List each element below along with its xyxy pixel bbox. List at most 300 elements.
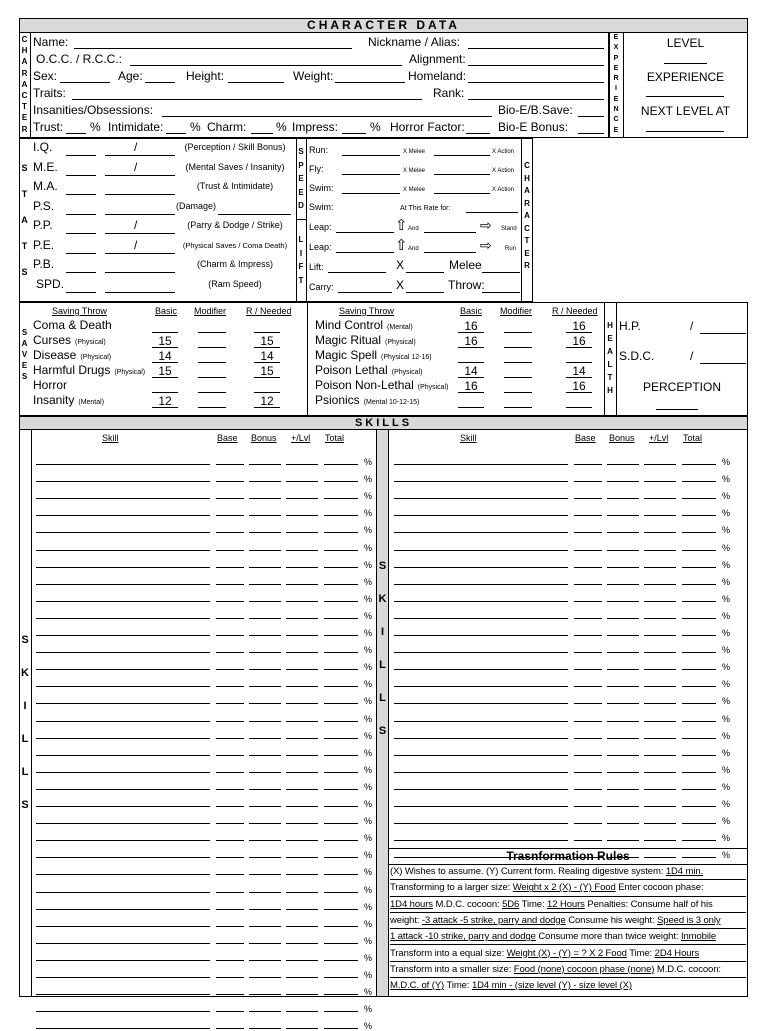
- skill-bonus-field[interactable]: [249, 823, 281, 824]
- skill-lvl-field[interactable]: [644, 669, 676, 670]
- skill-bonus-field[interactable]: [607, 464, 639, 465]
- skill-lvl-field[interactable]: [286, 789, 318, 790]
- skill-lvl-field[interactable]: [644, 635, 676, 636]
- skill-total-field[interactable]: [324, 703, 358, 704]
- skill-bonus-field[interactable]: [249, 498, 281, 499]
- skill-lvl-field[interactable]: [644, 618, 676, 619]
- skill-bonus-field[interactable]: [249, 943, 281, 944]
- skill-total-field[interactable]: [324, 618, 358, 619]
- skill-name-field[interactable]: [394, 721, 568, 722]
- lift-x-field[interactable]: [406, 272, 444, 273]
- stat-value-field[interactable]: [66, 253, 96, 254]
- skill-name-field[interactable]: [36, 772, 210, 773]
- skill-base-field[interactable]: [574, 789, 602, 790]
- height-field[interactable]: [228, 82, 284, 83]
- bioe-save-field[interactable]: [578, 116, 604, 117]
- skill-bonus-field[interactable]: [607, 550, 639, 551]
- skill-lvl-field[interactable]: [286, 618, 318, 619]
- skill-bonus-field[interactable]: [607, 738, 639, 739]
- save-basic-field[interactable]: [458, 407, 484, 408]
- skill-name-field[interactable]: [394, 669, 568, 670]
- skill-name-field[interactable]: [36, 618, 210, 619]
- skill-lvl-field[interactable]: [286, 686, 318, 687]
- skill-name-field[interactable]: [394, 601, 568, 602]
- skill-base-field[interactable]: [216, 823, 244, 824]
- skill-total-field[interactable]: [324, 1011, 358, 1012]
- skill-lvl-field[interactable]: [644, 584, 676, 585]
- skill-bonus-field[interactable]: [249, 652, 281, 653]
- skill-bonus-field[interactable]: [249, 738, 281, 739]
- skill-lvl-field[interactable]: [286, 772, 318, 773]
- skill-base-field[interactable]: [216, 635, 244, 636]
- skill-total-field[interactable]: [324, 481, 358, 482]
- skill-total-field[interactable]: [682, 652, 716, 653]
- skill-lvl-field[interactable]: [286, 823, 318, 824]
- skill-total-field[interactable]: [682, 721, 716, 722]
- lift-field[interactable]: [338, 292, 392, 293]
- skill-name-field[interactable]: [394, 550, 568, 551]
- skill-total-field[interactable]: [324, 823, 358, 824]
- skill-total-field[interactable]: [324, 584, 358, 585]
- skill-lvl-field[interactable]: [286, 721, 318, 722]
- stat-bonus-field[interactable]: [105, 175, 175, 176]
- skill-name-field[interactable]: [36, 874, 210, 875]
- skill-base-field[interactable]: [574, 601, 602, 602]
- skill-bonus-field[interactable]: [607, 601, 639, 602]
- skill-bonus-field[interactable]: [607, 584, 639, 585]
- skill-bonus-field[interactable]: [249, 909, 281, 910]
- skill-bonus-field[interactable]: [249, 618, 281, 619]
- skill-bonus-field[interactable]: [249, 874, 281, 875]
- traits-field[interactable]: [72, 99, 422, 100]
- skill-total-field[interactable]: [324, 977, 358, 978]
- skill-name-field[interactable]: [36, 943, 210, 944]
- save-needed-field[interactable]: [254, 332, 280, 333]
- skill-lvl-field[interactable]: [286, 498, 318, 499]
- skill-lvl-field[interactable]: [644, 686, 676, 687]
- skill-base-field[interactable]: [574, 584, 602, 585]
- save-needed-field[interactable]: [566, 362, 592, 363]
- skill-total-field[interactable]: [682, 755, 716, 756]
- skill-total-field[interactable]: [324, 943, 358, 944]
- skill-total-field[interactable]: [324, 789, 358, 790]
- skill-bonus-field[interactable]: [249, 567, 281, 568]
- skill-base-field[interactable]: [216, 738, 244, 739]
- skill-lvl-field[interactable]: [644, 567, 676, 568]
- leap-field[interactable]: [336, 252, 394, 253]
- weight-field[interactable]: [335, 82, 405, 83]
- skill-total-field[interactable]: [682, 601, 716, 602]
- intimidate-field[interactable]: [166, 133, 186, 134]
- skill-base-field[interactable]: [216, 601, 244, 602]
- skill-lvl-field[interactable]: [286, 703, 318, 704]
- skill-base-field[interactable]: [216, 584, 244, 585]
- skill-lvl-field[interactable]: [644, 823, 676, 824]
- skill-bonus-field[interactable]: [607, 618, 639, 619]
- stat-bonus-field[interactable]: [105, 233, 175, 234]
- skill-base-field[interactable]: [574, 567, 602, 568]
- save-needed-field[interactable]: [254, 377, 280, 378]
- skill-total-field[interactable]: [324, 550, 358, 551]
- skill-name-field[interactable]: [36, 926, 210, 927]
- horror-factor-field[interactable]: [466, 133, 490, 134]
- skill-name-field[interactable]: [394, 498, 568, 499]
- skill-lvl-field[interactable]: [286, 635, 318, 636]
- skill-bonus-field[interactable]: [607, 840, 639, 841]
- skill-bonus-field[interactable]: [249, 721, 281, 722]
- skill-bonus-field[interactable]: [249, 857, 281, 858]
- skill-lvl-field[interactable]: [644, 601, 676, 602]
- skill-lvl-field[interactable]: [286, 532, 318, 533]
- homeland-field[interactable]: [468, 82, 604, 83]
- skill-base-field[interactable]: [574, 635, 602, 636]
- skill-bonus-field[interactable]: [249, 464, 281, 465]
- speed-value-field[interactable]: [342, 155, 400, 156]
- skill-total-field[interactable]: [324, 840, 358, 841]
- save-basic-field[interactable]: [458, 392, 484, 393]
- skill-lvl-field[interactable]: [286, 601, 318, 602]
- skill-name-field[interactable]: [36, 1011, 210, 1012]
- skill-total-field[interactable]: [324, 532, 358, 533]
- skill-name-field[interactable]: [36, 977, 210, 978]
- stat-value-field[interactable]: [66, 194, 96, 195]
- skill-bonus-field[interactable]: [249, 772, 281, 773]
- skill-lvl-field[interactable]: [644, 652, 676, 653]
- skill-base-field[interactable]: [216, 892, 244, 893]
- skill-lvl-field[interactable]: [286, 892, 318, 893]
- skill-total-field[interactable]: [324, 738, 358, 739]
- skill-lvl-field[interactable]: [644, 806, 676, 807]
- skill-name-field[interactable]: [394, 567, 568, 568]
- skill-lvl-field[interactable]: [286, 977, 318, 978]
- skill-lvl-field[interactable]: [286, 943, 318, 944]
- skill-lvl-field[interactable]: [644, 789, 676, 790]
- skill-base-field[interactable]: [216, 1011, 244, 1012]
- skill-lvl-field[interactable]: [644, 464, 676, 465]
- level-field[interactable]: [664, 63, 707, 64]
- skill-name-field[interactable]: [394, 703, 568, 704]
- stat-bonus-field[interactable]: [105, 292, 175, 293]
- save-basic-field[interactable]: [152, 332, 178, 333]
- skill-base-field[interactable]: [574, 738, 602, 739]
- skill-name-field[interactable]: [394, 584, 568, 585]
- skill-name-field[interactable]: [394, 515, 568, 516]
- skill-bonus-field[interactable]: [607, 686, 639, 687]
- skill-base-field[interactable]: [216, 703, 244, 704]
- skill-bonus-field[interactable]: [607, 703, 639, 704]
- lift-field[interactable]: [328, 272, 386, 273]
- save-modifier-field[interactable]: [504, 392, 532, 393]
- bioe-bonus-field[interactable]: [578, 133, 604, 134]
- skill-lvl-field[interactable]: [644, 498, 676, 499]
- skill-lvl-field[interactable]: [644, 772, 676, 773]
- nickname-field[interactable]: [468, 48, 604, 49]
- stat-bonus-field[interactable]: [105, 253, 175, 254]
- skill-total-field[interactable]: [682, 738, 716, 739]
- skill-bonus-field[interactable]: [249, 789, 281, 790]
- save-needed-field[interactable]: [566, 392, 592, 393]
- skill-name-field[interactable]: [36, 755, 210, 756]
- stat-bonus-field[interactable]: [105, 214, 175, 215]
- skill-name-field[interactable]: [36, 892, 210, 893]
- skill-total-field[interactable]: [324, 772, 358, 773]
- skill-lvl-field[interactable]: [644, 738, 676, 739]
- skill-name-field[interactable]: [394, 635, 568, 636]
- skill-base-field[interactable]: [574, 652, 602, 653]
- skill-name-field[interactable]: [394, 806, 568, 807]
- skill-lvl-field[interactable]: [644, 515, 676, 516]
- skill-name-field[interactable]: [36, 584, 210, 585]
- skill-name-field[interactable]: [36, 994, 210, 995]
- save-basic-field[interactable]: [458, 347, 484, 348]
- skill-base-field[interactable]: [574, 703, 602, 704]
- skill-name-field[interactable]: [36, 515, 210, 516]
- skill-name-field[interactable]: [394, 755, 568, 756]
- leap-field-2[interactable]: [424, 252, 476, 253]
- save-basic-field[interactable]: [458, 377, 484, 378]
- skill-lvl-field[interactable]: [286, 1028, 318, 1029]
- swim-rate-field[interactable]: [466, 212, 518, 213]
- skill-name-field[interactable]: [36, 532, 210, 533]
- stat-value-field[interactable]: [66, 175, 96, 176]
- skill-name-field[interactable]: [36, 840, 210, 841]
- skill-name-field[interactable]: [36, 703, 210, 704]
- stat-value-field[interactable]: [66, 233, 96, 234]
- skill-lvl-field[interactable]: [644, 481, 676, 482]
- skill-total-field[interactable]: [682, 806, 716, 807]
- skill-total-field[interactable]: [682, 515, 716, 516]
- skill-base-field[interactable]: [574, 481, 602, 482]
- skill-lvl-field[interactable]: [286, 909, 318, 910]
- skill-base-field[interactable]: [574, 618, 602, 619]
- skill-name-field[interactable]: [394, 772, 568, 773]
- stat-bonus-field[interactable]: [105, 155, 175, 156]
- skill-name-field[interactable]: [394, 532, 568, 533]
- skill-total-field[interactable]: [324, 909, 358, 910]
- skill-bonus-field[interactable]: [607, 755, 639, 756]
- next-level-field[interactable]: [646, 131, 724, 132]
- skill-lvl-field[interactable]: [286, 1011, 318, 1012]
- save-basic-field[interactable]: [152, 407, 178, 408]
- speed-melee-field[interactable]: [434, 193, 490, 194]
- save-needed-field[interactable]: [254, 362, 280, 363]
- save-basic-field[interactable]: [152, 362, 178, 363]
- skill-lvl-field[interactable]: [286, 481, 318, 482]
- skill-total-field[interactable]: [682, 550, 716, 551]
- leap-field[interactable]: [336, 232, 394, 233]
- skill-bonus-field[interactable]: [249, 1028, 281, 1029]
- skill-name-field[interactable]: [36, 669, 210, 670]
- skill-base-field[interactable]: [574, 464, 602, 465]
- skill-base-field[interactable]: [216, 532, 244, 533]
- lift-melee-field[interactable]: [482, 272, 520, 273]
- skill-name-field[interactable]: [36, 738, 210, 739]
- skill-name-field[interactable]: [36, 481, 210, 482]
- skill-lvl-field[interactable]: [644, 532, 676, 533]
- skill-lvl-field[interactable]: [286, 755, 318, 756]
- speed-melee-field[interactable]: [434, 174, 490, 175]
- skill-total-field[interactable]: [324, 874, 358, 875]
- stat-value-field[interactable]: [66, 214, 96, 215]
- save-modifier-field[interactable]: [504, 347, 532, 348]
- speed-melee-field[interactable]: [434, 155, 490, 156]
- skill-lvl-field[interactable]: [286, 652, 318, 653]
- skill-total-field[interactable]: [324, 515, 358, 516]
- skill-base-field[interactable]: [216, 515, 244, 516]
- save-basic-field[interactable]: [458, 332, 484, 333]
- skill-base-field[interactable]: [216, 550, 244, 551]
- skill-lvl-field[interactable]: [286, 669, 318, 670]
- skill-bonus-field[interactable]: [249, 977, 281, 978]
- skill-base-field[interactable]: [574, 669, 602, 670]
- skill-total-field[interactable]: [324, 721, 358, 722]
- insanities-field[interactable]: [162, 116, 492, 117]
- save-basic-field[interactable]: [458, 362, 484, 363]
- skill-total-field[interactable]: [324, 892, 358, 893]
- skill-bonus-field[interactable]: [607, 652, 639, 653]
- skill-lvl-field[interactable]: [286, 567, 318, 568]
- skill-name-field[interactable]: [36, 464, 210, 465]
- skill-base-field[interactable]: [574, 772, 602, 773]
- skill-base-field[interactable]: [216, 943, 244, 944]
- skill-bonus-field[interactable]: [249, 960, 281, 961]
- skill-name-field[interactable]: [394, 481, 568, 482]
- rank-field[interactable]: [468, 99, 604, 100]
- skill-lvl-field[interactable]: [286, 550, 318, 551]
- leap-field-2[interactable]: [424, 232, 476, 233]
- sex-field[interactable]: [60, 82, 110, 83]
- skill-base-field[interactable]: [216, 498, 244, 499]
- skill-bonus-field[interactable]: [607, 772, 639, 773]
- skill-total-field[interactable]: [324, 635, 358, 636]
- skill-base-field[interactable]: [216, 686, 244, 687]
- skill-total-field[interactable]: [324, 994, 358, 995]
- save-modifier-field[interactable]: [198, 377, 226, 378]
- stat-bonus-field[interactable]: [105, 194, 175, 195]
- skill-lvl-field[interactable]: [286, 584, 318, 585]
- lift-melee-field[interactable]: [482, 292, 520, 293]
- skill-bonus-field[interactable]: [607, 515, 639, 516]
- skill-total-field[interactable]: [682, 703, 716, 704]
- skill-base-field[interactable]: [216, 755, 244, 756]
- skill-base-field[interactable]: [574, 755, 602, 756]
- skill-lvl-field[interactable]: [286, 464, 318, 465]
- skill-base-field[interactable]: [216, 994, 244, 995]
- skill-bonus-field[interactable]: [607, 789, 639, 790]
- save-modifier-field[interactable]: [504, 332, 532, 333]
- skill-bonus-field[interactable]: [607, 532, 639, 533]
- skill-bonus-field[interactable]: [607, 498, 639, 499]
- stat-bonus-field[interactable]: [105, 272, 175, 273]
- skill-total-field[interactable]: [682, 481, 716, 482]
- skill-lvl-field[interactable]: [644, 721, 676, 722]
- stat-value-field[interactable]: [66, 292, 96, 293]
- skill-bonus-field[interactable]: [607, 721, 639, 722]
- skill-total-field[interactable]: [324, 857, 358, 858]
- skill-total-field[interactable]: [324, 669, 358, 670]
- skill-total-field[interactable]: [324, 960, 358, 961]
- skill-bonus-field[interactable]: [249, 515, 281, 516]
- skill-name-field[interactable]: [36, 652, 210, 653]
- trust-field[interactable]: [66, 133, 86, 134]
- skill-name-field[interactable]: [394, 823, 568, 824]
- skill-bonus-field[interactable]: [607, 823, 639, 824]
- skill-name-field[interactable]: [394, 840, 568, 841]
- skill-base-field[interactable]: [216, 874, 244, 875]
- skill-name-field[interactable]: [36, 721, 210, 722]
- skill-base-field[interactable]: [574, 806, 602, 807]
- skill-total-field[interactable]: [682, 840, 716, 841]
- save-modifier-field[interactable]: [198, 362, 226, 363]
- impress-field[interactable]: [342, 133, 366, 134]
- skill-bonus-field[interactable]: [249, 926, 281, 927]
- skill-bonus-field[interactable]: [249, 601, 281, 602]
- skill-name-field[interactable]: [394, 652, 568, 653]
- skill-base-field[interactable]: [216, 567, 244, 568]
- skill-total-field[interactable]: [324, 652, 358, 653]
- skill-lvl-field[interactable]: [644, 840, 676, 841]
- experience-field[interactable]: [646, 96, 724, 97]
- skill-bonus-field[interactable]: [607, 481, 639, 482]
- skill-lvl-field[interactable]: [286, 738, 318, 739]
- skill-name-field[interactable]: [394, 789, 568, 790]
- save-modifier-field[interactable]: [504, 377, 532, 378]
- skill-bonus-field[interactable]: [249, 669, 281, 670]
- skill-name-field[interactable]: [36, 857, 210, 858]
- skill-bonus-field[interactable]: [249, 481, 281, 482]
- skill-lvl-field[interactable]: [286, 857, 318, 858]
- skill-base-field[interactable]: [574, 721, 602, 722]
- skill-bonus-field[interactable]: [249, 755, 281, 756]
- skill-base-field[interactable]: [216, 840, 244, 841]
- skill-bonus-field[interactable]: [607, 806, 639, 807]
- skill-total-field[interactable]: [682, 686, 716, 687]
- hp-field[interactable]: [700, 333, 746, 334]
- skill-base-field[interactable]: [216, 1028, 244, 1029]
- skill-name-field[interactable]: [36, 601, 210, 602]
- damage-field[interactable]: [218, 214, 291, 215]
- skill-base-field[interactable]: [216, 789, 244, 790]
- skill-bonus-field[interactable]: [607, 669, 639, 670]
- stat-value-field[interactable]: [66, 272, 96, 273]
- skill-name-field[interactable]: [36, 567, 210, 568]
- save-needed-field[interactable]: [254, 347, 280, 348]
- save-modifier-field[interactable]: [198, 347, 226, 348]
- age-field[interactable]: [145, 82, 175, 83]
- skill-name-field[interactable]: [36, 909, 210, 910]
- skill-total-field[interactable]: [682, 635, 716, 636]
- skill-bonus-field[interactable]: [249, 532, 281, 533]
- skill-base-field[interactable]: [216, 669, 244, 670]
- save-basic-field[interactable]: [152, 392, 178, 393]
- skill-base-field[interactable]: [574, 840, 602, 841]
- skill-name-field[interactable]: [394, 464, 568, 465]
- skill-bonus-field[interactable]: [249, 994, 281, 995]
- skill-bonus-field[interactable]: [249, 840, 281, 841]
- skill-total-field[interactable]: [682, 567, 716, 568]
- skill-base-field[interactable]: [216, 481, 244, 482]
- skill-lvl-field[interactable]: [286, 515, 318, 516]
- stat-value-field[interactable]: [66, 155, 96, 156]
- sdc-field[interactable]: [700, 363, 746, 364]
- skill-total-field[interactable]: [324, 464, 358, 465]
- skill-lvl-field[interactable]: [286, 840, 318, 841]
- skill-name-field[interactable]: [394, 738, 568, 739]
- skill-lvl-field[interactable]: [286, 806, 318, 807]
- skill-name-field[interactable]: [36, 823, 210, 824]
- lift-x-field[interactable]: [406, 292, 444, 293]
- skill-base-field[interactable]: [574, 532, 602, 533]
